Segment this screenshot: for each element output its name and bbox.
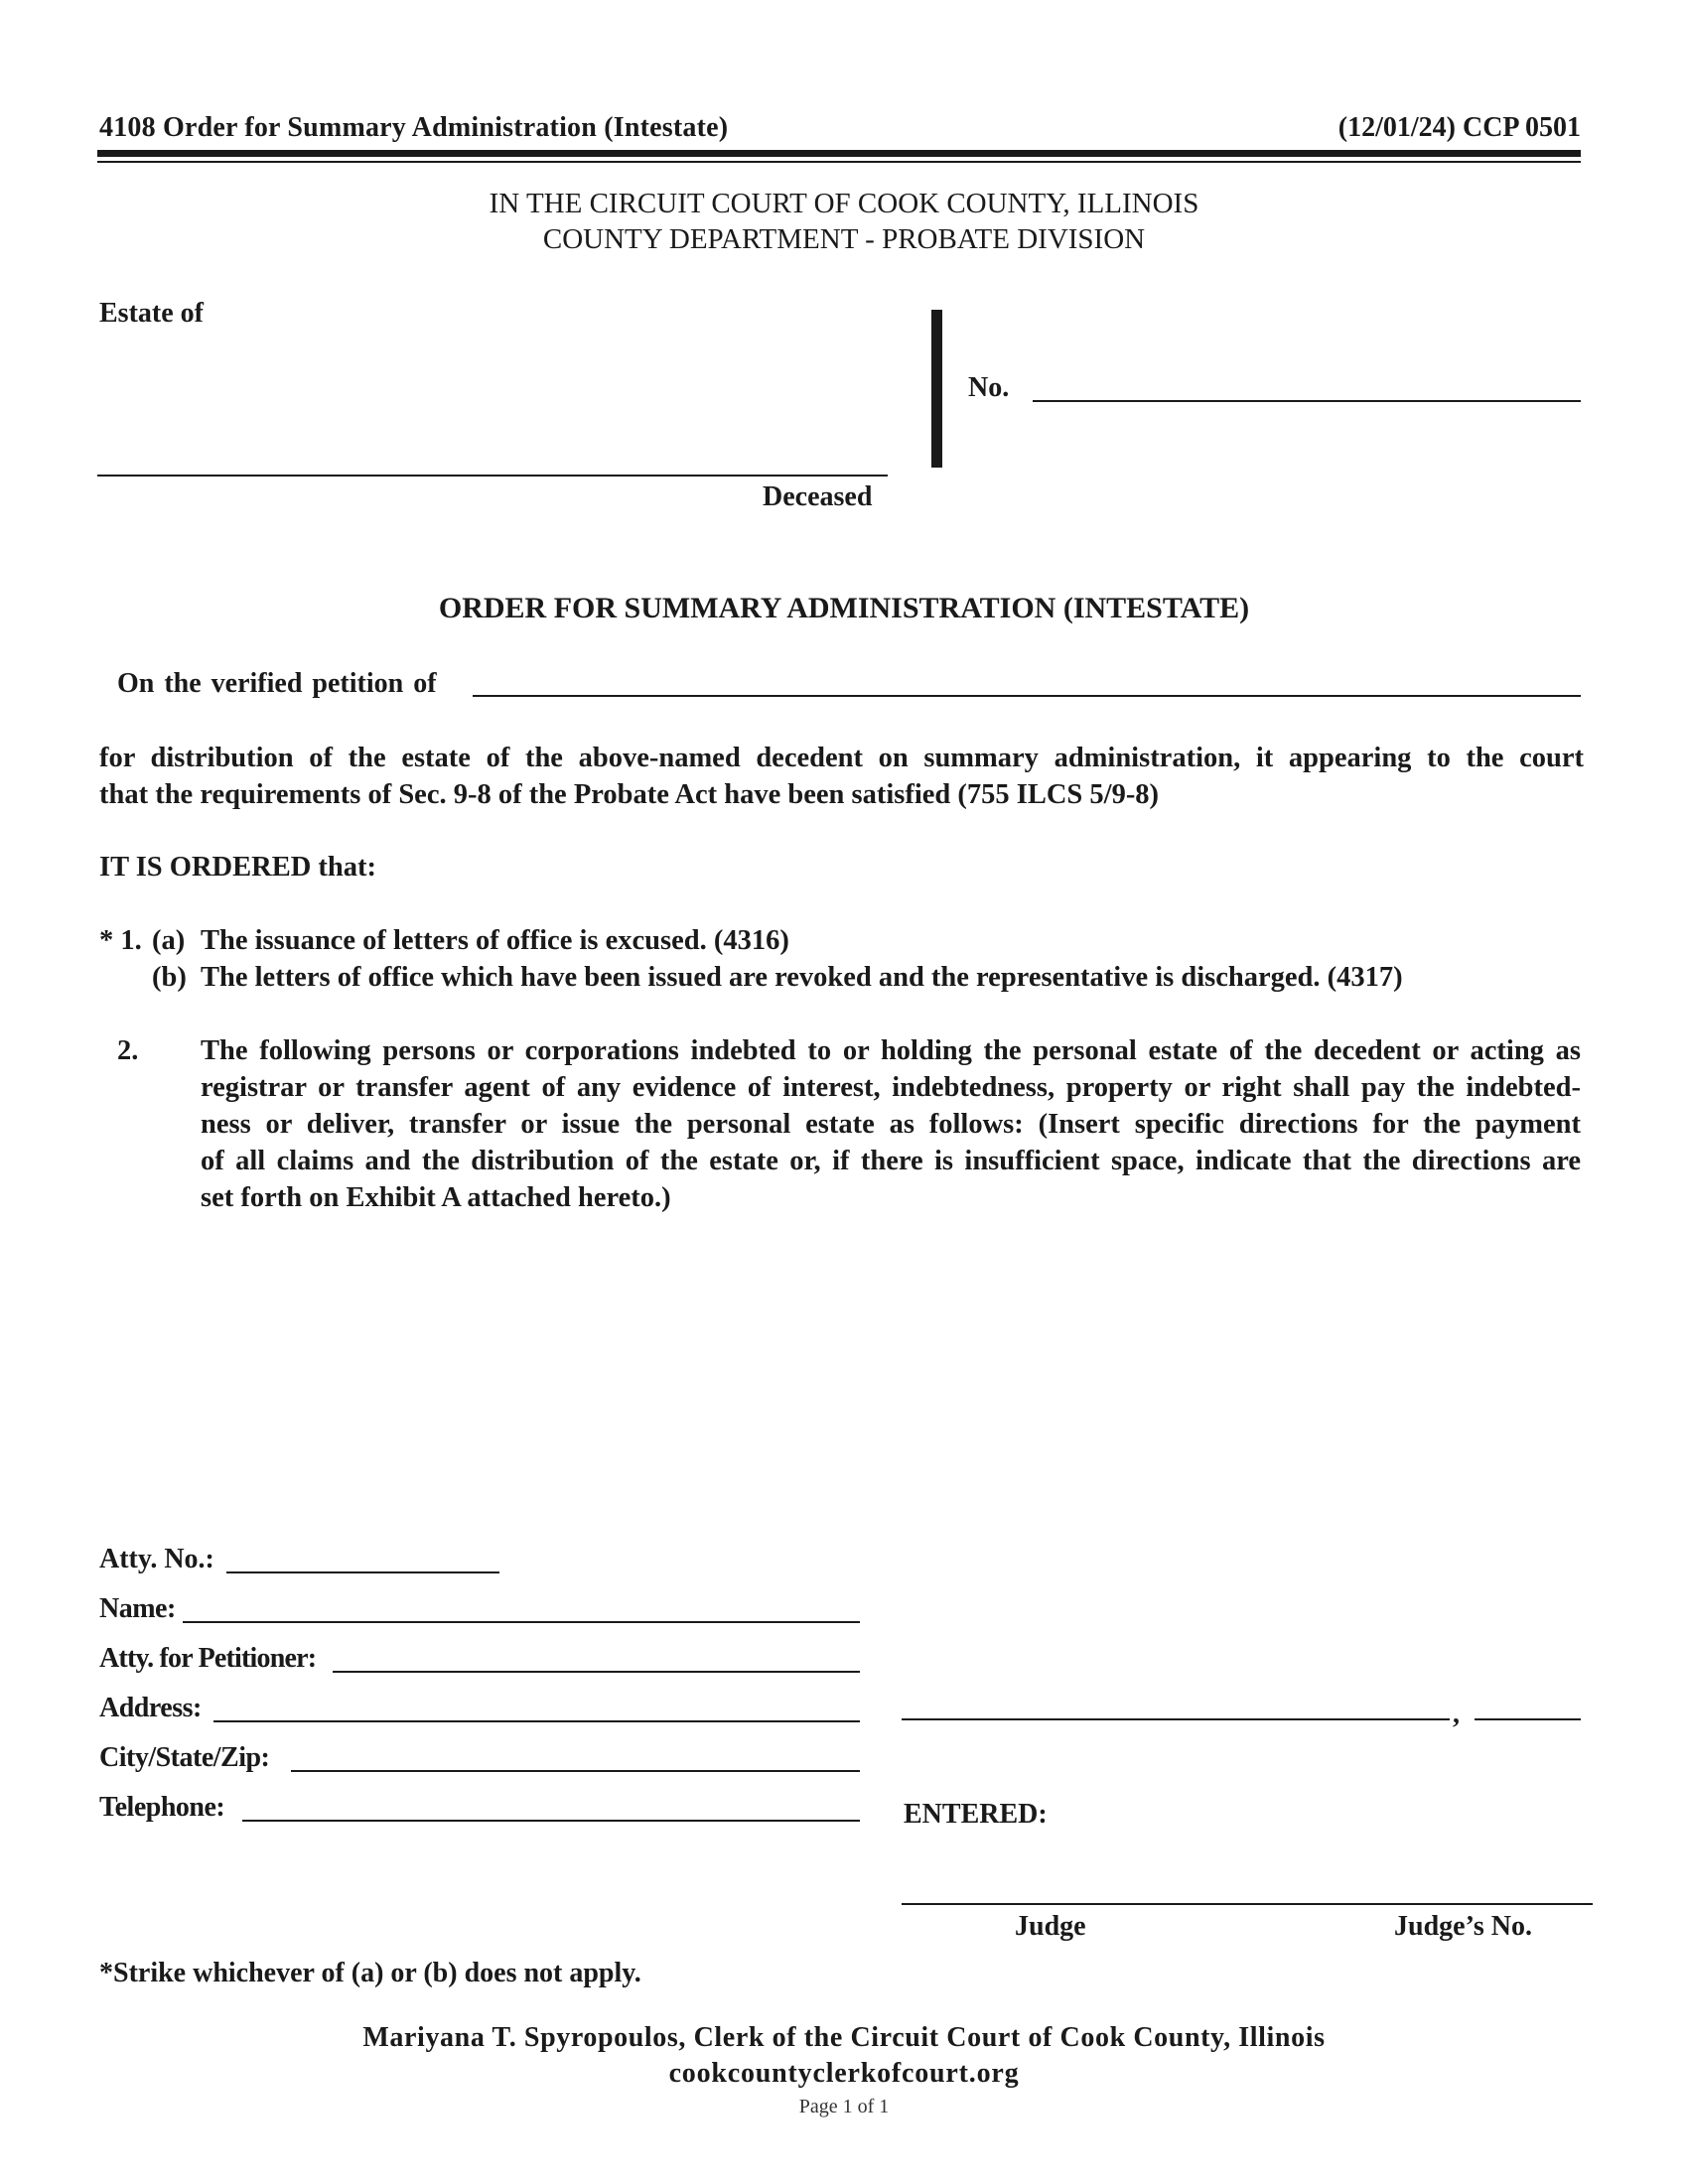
- item-1b-label: (b): [152, 962, 187, 993]
- it-is-ordered: IT IS ORDERED that:: [99, 852, 376, 883]
- telephone-label: Telephone:: [99, 1792, 225, 1823]
- petitioner-name-field[interactable]: [473, 695, 1581, 697]
- atty-no-label: Atty. No.:: [99, 1544, 214, 1574]
- court-division: COUNTY DEPARTMENT - PROBATE DIVISION: [542, 223, 1146, 255]
- item-2-line: of all claims and the distribution of the estate or, if there is insufficient space, indicate that the directions are: [201, 1146, 1581, 1176]
- year-field[interactable]: [1475, 1718, 1581, 1720]
- item-1a-text: The issuance of letters of office is excused. (4316): [201, 925, 789, 956]
- address-label: Address:: [99, 1693, 202, 1723]
- atty-for-petitioner-label: Atty. for Petitioner:: [99, 1643, 317, 1674]
- header-rule-thin: [97, 161, 1581, 163]
- estate-of-label: Estate of: [99, 298, 204, 329]
- case-number-field[interactable]: [1033, 400, 1581, 402]
- document-title: ORDER FOR SUMMARY ADMINISTRATION (INTESTATE): [438, 592, 1250, 624]
- item-2-line: ness or deliver, transfer or issue the personal estate as follows: (Insert specific directions for the payment: [201, 1109, 1581, 1140]
- item-2-marker: 2.: [117, 1035, 139, 1066]
- date-comma: ,: [1453, 1699, 1460, 1729]
- page-number: Page 1 of 1: [798, 2096, 890, 2117]
- date-field[interactable]: [902, 1718, 1450, 1720]
- judge-label: Judge: [1015, 1911, 1086, 1942]
- city-state-zip-label: City/State/Zip:: [99, 1742, 270, 1773]
- address-field[interactable]: [213, 1720, 860, 1722]
- atty-for-petitioner-field[interactable]: [333, 1671, 860, 1673]
- item-1-marker: * 1.: [99, 925, 142, 956]
- item-2-line: The following persons or corporations indebted to or holding the personal estate of the decedent or acting as: [201, 1035, 1581, 1066]
- item-2-line: registrar or transfer agent of any evidence of interest, indebtedness, property or right shall pay the indebted-: [201, 1072, 1581, 1103]
- case-no-label: No.: [968, 372, 1010, 403]
- petition-body-line-1: for distribution of the estate of the above-named decedent on summary administration, it appearing to the court: [99, 743, 1584, 773]
- item-1a-label: (a): [152, 925, 186, 956]
- city-state-zip-field[interactable]: [291, 1770, 860, 1772]
- telephone-field[interactable]: [242, 1820, 860, 1822]
- strike-note: *Strike whichever of (a) or (b) does not apply.: [99, 1958, 641, 1988]
- header-rule-thick: [97, 150, 1581, 157]
- name-field[interactable]: [183, 1621, 860, 1623]
- form-title: 4108 Order for Summary Administration (Intestate): [99, 112, 729, 143]
- item-2-line: set forth on Exhibit A attached hereto.): [201, 1182, 671, 1213]
- clerk-website[interactable]: cookcountyclerkofcourt.org: [668, 2058, 1020, 2089]
- judge-signature-field[interactable]: [902, 1903, 1593, 1905]
- name-label: Name:: [99, 1593, 176, 1624]
- petition-prefix: On the verified petition of: [117, 668, 437, 699]
- decedent-name-field[interactable]: [97, 475, 888, 477]
- caption-divider: [931, 310, 942, 468]
- petition-body-line-2: that the requirements of Sec. 9-8 of the Probate Act have been satisfied (755 ILCS 5/9-8): [99, 779, 1160, 810]
- deceased-label: Deceased: [763, 481, 873, 512]
- item-1b-text: The letters of office which have been issued are revoked and the representative is discharged. (4317): [201, 962, 1403, 993]
- entered-label: ENTERED:: [904, 1799, 1048, 1830]
- form-code: (12/01/24) CCP 0501: [1337, 112, 1581, 143]
- court-name: IN THE CIRCUIT COURT OF COOK COUNTY, ILLINOIS: [489, 188, 1199, 219]
- atty-no-field[interactable]: [226, 1571, 499, 1573]
- clerk-name: Mariyana T. Spyropoulos, Clerk of the Circuit Court of Cook County, Illinois: [362, 2022, 1326, 2053]
- judge-no-label: Judge’s No.: [1394, 1911, 1532, 1942]
